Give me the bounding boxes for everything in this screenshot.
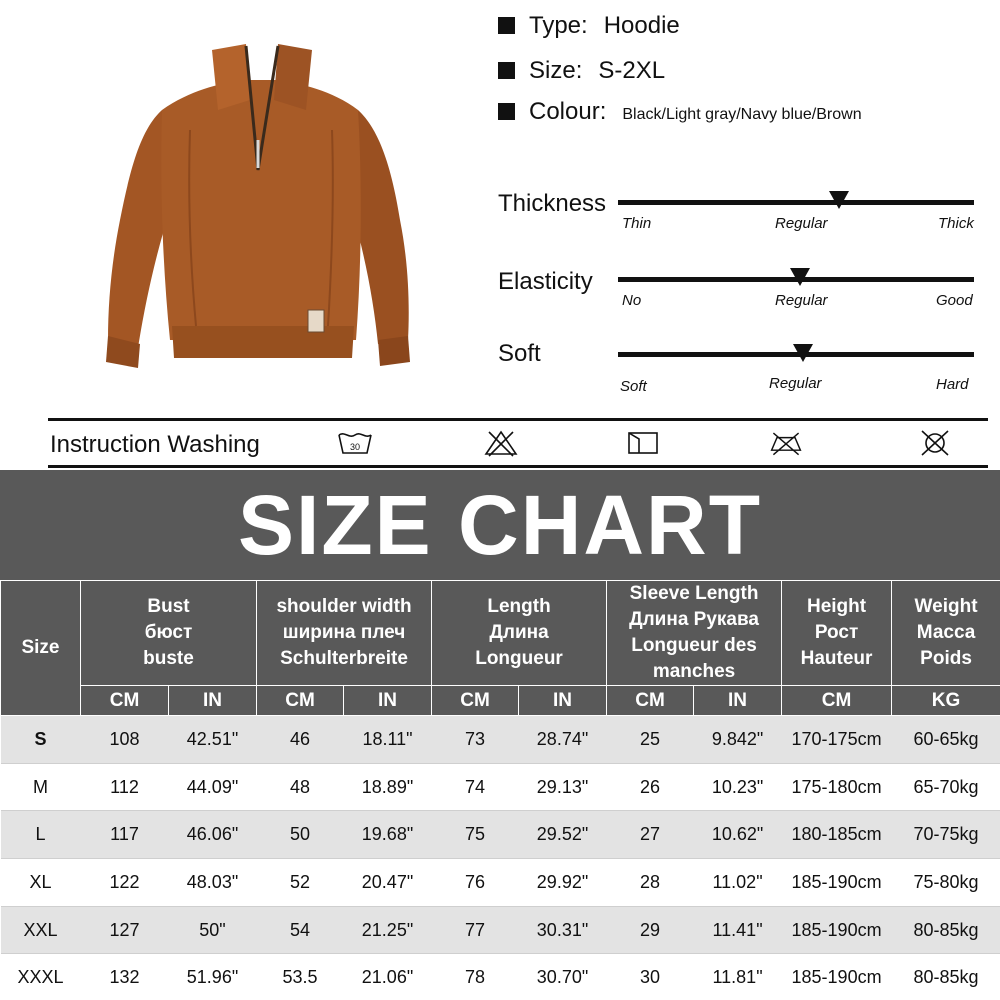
unit-header: CM [81, 686, 169, 716]
meter-right-soft: Hard [936, 376, 969, 393]
table-cell: 11.81" [694, 954, 782, 1000]
length-header [432, 581, 607, 686]
do-not-bleach-icon [483, 429, 519, 457]
wash-divider-top [48, 418, 988, 421]
wash-30-icon [337, 429, 373, 457]
header-line: shoulder width [276, 596, 412, 617]
unit-header-row [1, 686, 1000, 716]
table-cell: 28.74" [519, 716, 607, 764]
header-line: Poids [920, 648, 972, 669]
table-cell: 65-70kg [892, 763, 1000, 811]
bullet-icon [498, 17, 515, 34]
header-line: Длина [489, 622, 549, 643]
bullet-icon [498, 103, 515, 120]
table-cell: 9.842" [694, 716, 782, 764]
meter-marker-elasticity [790, 268, 810, 286]
size-label-cell: S [1, 716, 81, 764]
spec-type [498, 12, 680, 40]
unit-header: IN [519, 686, 607, 716]
meter-middle-soft: Regular [769, 375, 822, 392]
unit-header: CM [607, 686, 694, 716]
table-cell: 29.52" [519, 811, 607, 859]
header-line: manches [652, 661, 736, 682]
table-cell: 44.09" [169, 763, 257, 811]
table-row [1, 716, 1000, 764]
table-cell: 117 [81, 811, 169, 859]
table-cell: 78 [432, 954, 519, 1000]
header-line: buste [143, 648, 194, 669]
table-cell: 127 [81, 906, 169, 954]
table-cell: 18.11" [344, 716, 432, 764]
do-not-dry-clean-icon [917, 429, 953, 457]
header-line: Weight [914, 596, 978, 617]
header-line: Hauteur [800, 648, 873, 669]
table-cell: 75-80kg [892, 859, 1000, 907]
bust-header [81, 581, 257, 686]
table-cell: 10.23" [694, 763, 782, 811]
table-cell: 30.70" [519, 954, 607, 1000]
meter-label-thickness: Thickness [498, 190, 607, 217]
header-line: Sleeve Length [629, 583, 759, 604]
bullet-icon [498, 62, 515, 79]
table-cell: 19.68" [344, 811, 432, 859]
table-cell: 26 [607, 763, 694, 811]
do-not-iron-icon [768, 429, 804, 457]
meter-marker-thickness [829, 191, 849, 209]
table-cell: 52 [257, 859, 344, 907]
header-line: Масса [916, 622, 976, 643]
meter-left-elasticity: No [622, 292, 642, 309]
size-chart-title: SIZE CHART [238, 477, 762, 572]
table-row [1, 859, 1000, 907]
header-line: Schulterbreite [280, 648, 408, 669]
table-cell: 60-65kg [892, 716, 1000, 764]
table-cell: 51.96" [169, 954, 257, 1000]
table-row [1, 906, 1000, 954]
table-cell: 77 [432, 906, 519, 954]
table-row [1, 954, 1000, 1000]
meter-right-thickness: Thick [938, 215, 974, 232]
spec-colour-value: Black/Light gray/Navy blue/Brown [622, 106, 862, 123]
table-cell: 80-85kg [892, 954, 1000, 1000]
table-cell: 122 [81, 859, 169, 907]
meter-label-soft: Soft [498, 340, 541, 367]
table-cell: 70-75kg [892, 811, 1000, 859]
table-cell: 30.31" [519, 906, 607, 954]
meter-marker-soft [793, 344, 813, 362]
unit-header: IN [169, 686, 257, 716]
table-cell: 46.06" [169, 811, 257, 859]
meter-middle-elasticity: Regular [775, 292, 828, 309]
table-cell: 11.02" [694, 859, 782, 907]
table-cell: 28 [607, 859, 694, 907]
table-row [1, 763, 1000, 811]
shoulder-width-header [257, 581, 432, 686]
table-cell: 74 [432, 763, 519, 811]
table-cell: 185-190cm [782, 906, 892, 954]
table-row [1, 811, 1000, 859]
weight-header [892, 581, 1000, 686]
table-cell: 29.13" [519, 763, 607, 811]
unit-header: CM [432, 686, 519, 716]
size-label-cell: XXL [1, 906, 81, 954]
table-cell: 48 [257, 763, 344, 811]
height-header [782, 581, 892, 686]
header-line: ширина плеч [282, 622, 406, 643]
meter-label-elasticity: Elasticity [498, 268, 593, 295]
table-cell: 30 [607, 954, 694, 1000]
sleeve-length-header [607, 581, 782, 686]
table-cell: 50" [169, 906, 257, 954]
table-cell: 11.41" [694, 906, 782, 954]
table-cell: 21.25" [344, 906, 432, 954]
hoodie-product-image [100, 40, 420, 380]
size-chart-table [0, 580, 1000, 1000]
table-cell: 108 [81, 716, 169, 764]
table-cell: 42.51" [169, 716, 257, 764]
size-table-body [1, 716, 1000, 1000]
table-cell: 175-180cm [782, 763, 892, 811]
table-cell: 73 [432, 716, 519, 764]
table-cell: 75 [432, 811, 519, 859]
unit-header: IN [344, 686, 432, 716]
wash-temp-text: 30 [349, 442, 361, 452]
table-cell: 25 [607, 716, 694, 764]
size-label-cell: XXXL [1, 954, 81, 1000]
wash-divider-bottom [48, 465, 988, 468]
unit-header: CM [782, 686, 892, 716]
spec-colour [498, 98, 862, 126]
dry-flat-icon [625, 429, 661, 457]
table-cell: 48.03" [169, 859, 257, 907]
spec-type-key: Type: [529, 12, 588, 39]
meter-line-thickness [618, 200, 974, 205]
size-chart-banner [0, 470, 1000, 580]
size-column-header: Size [1, 581, 81, 716]
table-cell: 170-175cm [782, 716, 892, 764]
table-cell: 21.06" [344, 954, 432, 1000]
unit-header: CM [257, 686, 344, 716]
table-cell: 180-185cm [782, 811, 892, 859]
unit-header: KG [892, 686, 1000, 716]
spec-size [498, 57, 665, 85]
size-label-cell: XL [1, 859, 81, 907]
spec-size-value: S-2XL [598, 57, 666, 84]
header-line: Рост [814, 622, 859, 643]
meter-middle-thickness: Regular [775, 215, 828, 232]
table-cell: 112 [81, 763, 169, 811]
table-cell: 27 [607, 811, 694, 859]
table-cell: 18.89" [344, 763, 432, 811]
table-header-row [1, 581, 1000, 686]
table-cell: 29.92" [519, 859, 607, 907]
table-cell: 53.5 [257, 954, 344, 1000]
spec-colour-key: Colour: [529, 98, 607, 125]
spec-size-key: Size: [529, 57, 583, 84]
table-cell: 20.47" [344, 859, 432, 907]
unit-header: IN [694, 686, 782, 716]
size-label-cell: M [1, 763, 81, 811]
header-line: Height [806, 596, 867, 617]
table-cell: 46 [257, 716, 344, 764]
table-cell: 50 [257, 811, 344, 859]
table-cell: 80-85kg [892, 906, 1000, 954]
size-label-cell: L [1, 811, 81, 859]
meter-left-soft: Soft [620, 378, 647, 395]
table-cell: 54 [257, 906, 344, 954]
header-line: Longueur des [631, 635, 757, 656]
table-cell: 185-190cm [782, 859, 892, 907]
table-cell: 132 [81, 954, 169, 1000]
meter-left-thickness: Thin [622, 215, 652, 232]
meter-right-elasticity: Good [936, 292, 973, 309]
header-line: Bust [147, 596, 190, 617]
header-line: Longueur [475, 648, 563, 669]
spec-type-value: Hoodie [603, 12, 680, 39]
table-cell: 29 [607, 906, 694, 954]
header-line: Длина Рукава [629, 609, 759, 630]
table-cell: 185-190cm [782, 954, 892, 1000]
header-line: Length [487, 596, 551, 617]
table-cell: 10.62" [694, 811, 782, 859]
table-cell: 76 [432, 859, 519, 907]
header-line: бюст [144, 622, 193, 643]
washing-label: Instruction Washing [50, 431, 260, 458]
